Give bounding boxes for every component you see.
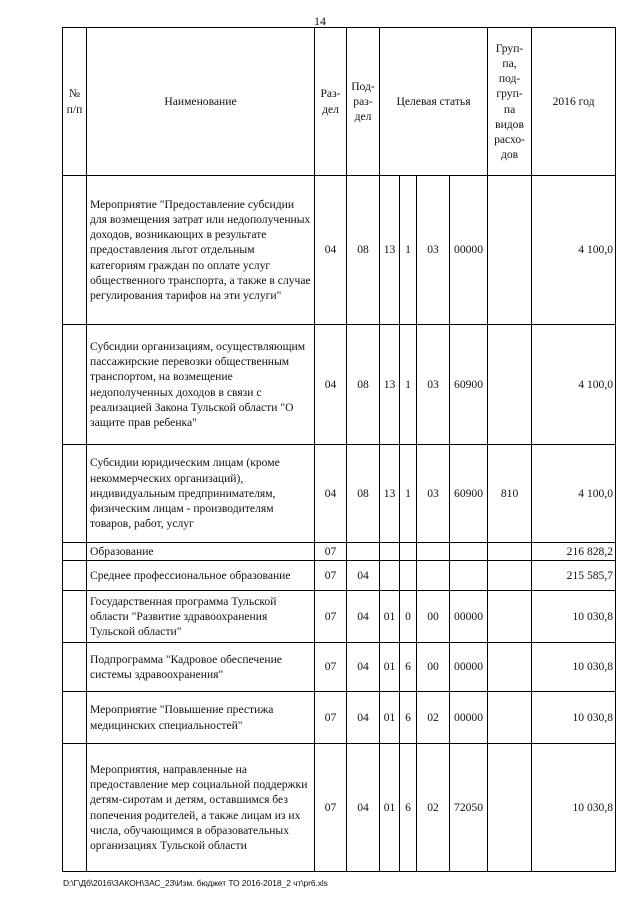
row-name: Государственная программа Тульской области "Развитие здравоохранения Тульской области" [87,591,315,643]
row-target-4: 00000 [450,176,488,325]
row-amount: 4 100,0 [532,325,616,445]
row-target-3: 00 [417,591,450,643]
row-subsection: 08 [347,176,380,325]
header-subsection: Под- раз- дел [347,28,380,176]
row-name: Среднее профессиональное образование [87,561,315,591]
row-target-2 [400,561,417,591]
header-target-article: Целевая статья [380,28,488,176]
row-target-4: 60900 [450,445,488,543]
row-target-2: 6 [400,744,417,872]
row-target-2: 1 [400,445,417,543]
table-row [63,591,616,643]
row-name: Субсидии юридическим лицам (кроме некоммерческих организаций), индивидуальным предпринимателям, физическим лицам - производителям товаров, работ, услуг [87,445,315,543]
row-target-2 [400,543,417,561]
row-amount: 4 100,0 [532,176,616,325]
row-num [63,543,87,561]
row-section: 07 [315,692,347,744]
row-num [63,325,87,445]
row-group [488,561,532,591]
row-target-4: 60900 [450,325,488,445]
header-year: 2016 год [532,28,616,176]
row-target-4 [450,543,488,561]
row-name: Мероприятие "Повышение престижа медицинских специальностей" [87,692,315,744]
row-num [63,561,87,591]
file-path-footer: D:\Г\Дб\2016\ЗАКОН\ЗАС_23\Изм. бюджет ТО 2016-2018_2 чт\pr6.xls [63,878,328,888]
row-target-4: 00000 [450,692,488,744]
row-target-1 [380,561,400,591]
row-group [488,744,532,872]
row-target-1: 13 [380,176,400,325]
row-section: 07 [315,561,347,591]
row-target-2: 6 [400,643,417,692]
row-target-3: 00 [417,643,450,692]
row-group [488,591,532,643]
header-num: № п/п [63,28,87,176]
table-row [63,692,616,744]
row-subsection: 04 [347,561,380,591]
row-section: 07 [315,591,347,643]
row-amount: 10 030,8 [532,692,616,744]
row-subsection: 04 [347,692,380,744]
row-group [488,176,532,325]
row-amount: 215 585,7 [532,561,616,591]
row-name: Мероприятие "Предоставление субсидии для возмещения затрат или недополученных доходов, возникающих в результате предоставления льгот отдельным категориям граждан по оплате услуг общественного транспорта, а также в случае регулирования тарифов на эти услуги" [87,176,315,325]
row-target-2: 0 [400,591,417,643]
row-group [488,543,532,561]
row-section: 07 [315,744,347,872]
row-amount: 10 030,8 [532,643,616,692]
row-num [63,591,87,643]
table-row [63,543,616,561]
page-number: 14 [314,14,326,28]
row-target-1: 01 [380,744,400,872]
table-header-row [63,28,616,176]
row-target-2: 6 [400,692,417,744]
table-row [63,744,616,872]
table-row [63,643,616,692]
row-target-1: 01 [380,692,400,744]
row-target-3: 03 [417,325,450,445]
table-row [63,445,616,543]
table-row [63,176,616,325]
row-target-4: 72050 [450,744,488,872]
row-target-3: 02 [417,744,450,872]
row-section: 04 [315,325,347,445]
row-name: Образование [87,543,315,561]
row-num [63,176,87,325]
row-section: 07 [315,643,347,692]
row-target-3 [417,543,450,561]
row-target-1: 01 [380,591,400,643]
row-amount: 4 100,0 [532,445,616,543]
row-group [488,325,532,445]
row-subsection: 04 [347,591,380,643]
row-target-2: 1 [400,325,417,445]
row-section: 07 [315,543,347,561]
row-subsection: 04 [347,744,380,872]
table-row [63,325,616,445]
row-target-4: 00000 [450,591,488,643]
row-section: 04 [315,445,347,543]
row-group: 810 [488,445,532,543]
row-amount: 10 030,8 [532,744,616,872]
row-subsection: 04 [347,643,380,692]
row-name: Мероприятия, направленные на предоставление мер социальной поддержки детям-сиротам и детям, оставшимся без попечения родителей, а также лицам из их числа, обучающимся в образовательных организациях Тульской области [87,744,315,872]
row-target-3 [417,561,450,591]
row-amount: 216 828,2 [532,543,616,561]
row-name: Субсидии организациям, осуществляющим пассажирские перевозки общественным транспортом, на возмещение недополученных доходов в связи с реализацией Закона Тульской области "О защите прав ребенка" [87,325,315,445]
row-target-1: 01 [380,643,400,692]
row-subsection: 08 [347,325,380,445]
row-subsection [347,543,380,561]
row-num [63,445,87,543]
row-target-1: 13 [380,445,400,543]
row-num [63,744,87,872]
row-group [488,643,532,692]
row-target-4: 00000 [450,643,488,692]
row-num [63,643,87,692]
row-target-3: 02 [417,692,450,744]
row-target-2: 1 [400,176,417,325]
row-amount: 10 030,8 [532,591,616,643]
row-name: Подпрограмма "Кадровое обеспечение системы здравоохранения" [87,643,315,692]
row-num [63,692,87,744]
row-subsection: 08 [347,445,380,543]
row-section: 04 [315,176,347,325]
row-target-1 [380,543,400,561]
row-target-3: 03 [417,176,450,325]
row-group [488,692,532,744]
table-row [63,561,616,591]
row-target-3: 03 [417,445,450,543]
header-group: Груп- па, под- груп- па видов расхо- дов [488,28,532,176]
budget-table [62,27,616,872]
row-target-1: 13 [380,325,400,445]
header-section: Раз- дел [315,28,347,176]
row-target-4 [450,561,488,591]
header-name: Наименование [87,28,315,176]
